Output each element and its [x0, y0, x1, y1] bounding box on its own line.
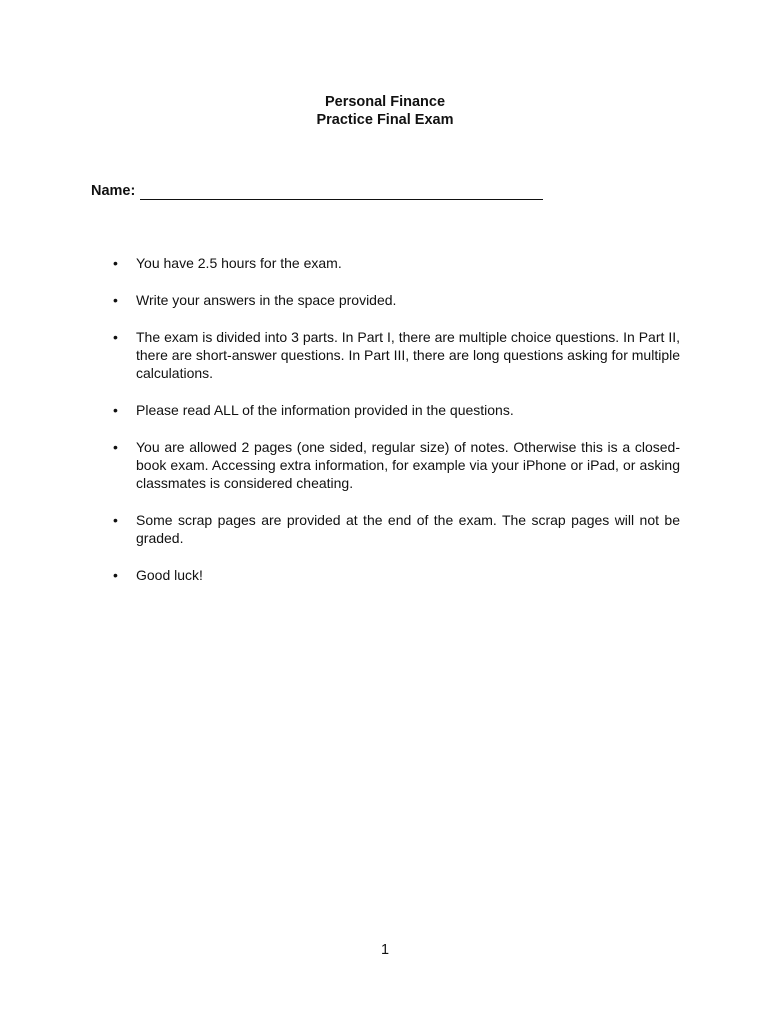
bullet-icon: •: [113, 255, 118, 271]
instruction-text: You have 2.5 hours for the exam.: [136, 255, 342, 271]
exam-title-block: [0, 93, 770, 129]
bullet-icon: •: [113, 567, 118, 583]
instruction-text: Good luck!: [136, 567, 203, 583]
bullet-icon: •: [113, 439, 118, 455]
instructions-list: [113, 254, 680, 603]
bullet-icon: •: [113, 292, 118, 308]
instruction-item: [113, 254, 680, 272]
instruction-item: [113, 566, 680, 584]
name-blank-line[interactable]: [140, 184, 543, 200]
instruction-text: Please read ALL of the information provided in the questions.: [136, 402, 514, 418]
instruction-text: You are allowed 2 pages (one sided, regular size) of notes. Otherwise this is a closed-book exam. Accessing extra information, for example via your iPhone or iPad, or asking classmates is considered cheating.: [136, 439, 680, 491]
instruction-item: [113, 328, 680, 382]
name-field-row: [91, 182, 543, 200]
bullet-icon: •: [113, 329, 118, 345]
instruction-text: Write your answers in the space provided.: [136, 292, 397, 308]
name-label: Name:: [91, 183, 136, 199]
bullet-icon: •: [113, 402, 118, 418]
instruction-item: [113, 401, 680, 419]
instruction-item: [113, 438, 680, 492]
instruction-item: [113, 511, 680, 547]
exam-title: Practice Final Exam: [316, 112, 454, 128]
instruction-item: [113, 291, 680, 309]
course-title: Personal Finance: [324, 94, 446, 110]
page-number: 1: [380, 942, 390, 958]
instruction-text: The exam is divided into 3 parts. In Part I, there are multiple choice questions. In Part II, there are short-answer questions. In Part III, there are long questions asking for multiple calculations.: [136, 329, 680, 381]
instruction-text: Some scrap pages are provided at the end of the exam. The scrap pages will not be graded.: [136, 512, 680, 546]
bullet-icon: •: [113, 512, 118, 528]
